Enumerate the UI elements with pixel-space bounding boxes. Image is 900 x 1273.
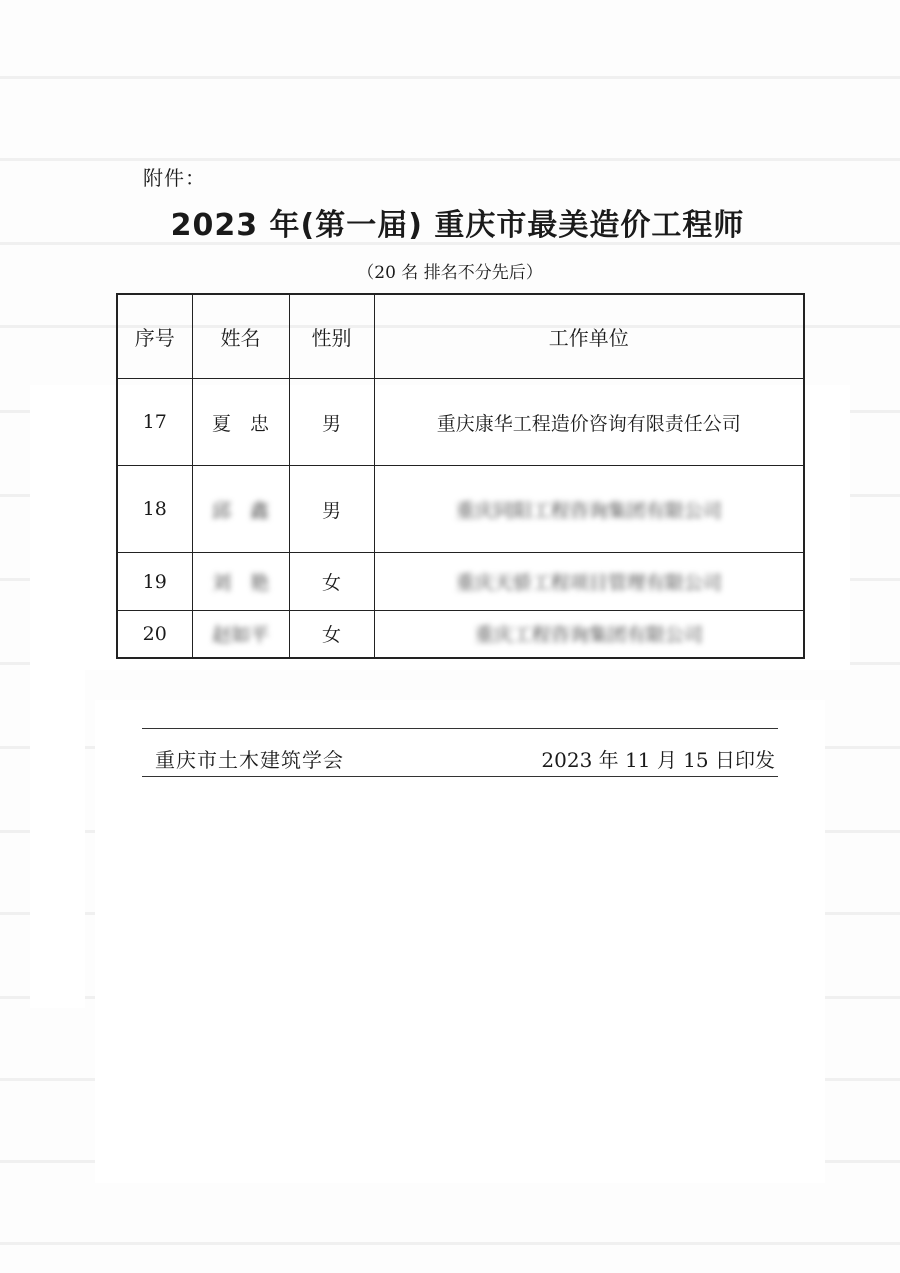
row-name: 夏 忠	[192, 379, 289, 466]
redacted-name: 赵如平	[211, 624, 269, 647]
redacted-name: 刘 艳	[211, 572, 269, 594]
header-name: 姓名	[192, 294, 289, 379]
redacted-work-unit: 重庆工程咨询集团有限公司	[474, 624, 703, 647]
row-work-unit	[374, 553, 804, 611]
row-gender: 女	[289, 553, 374, 611]
row-number: 20	[117, 611, 192, 658]
row-number: 17	[117, 379, 192, 466]
issue-date: 2023 年 11 月 15 日印发	[541, 748, 775, 772]
table-row	[117, 553, 804, 611]
awardee-table	[116, 293, 805, 659]
row-name	[192, 553, 289, 611]
row-work-unit	[374, 611, 804, 658]
table-row	[117, 379, 804, 466]
table-row	[117, 611, 804, 658]
row-number: 18	[117, 466, 192, 553]
redacted-work-unit: 重庆同阳工程咨询集团有限公司	[455, 499, 722, 522]
header-work-unit: 工作单位	[374, 294, 804, 379]
header-gender: 性别	[289, 294, 374, 379]
issuer-name: 重庆市土木建筑学会	[155, 748, 344, 772]
scan-band	[0, 1242, 900, 1245]
row-gender: 男	[289, 466, 374, 553]
attachment-label: 附件：	[143, 166, 206, 190]
table-row	[117, 466, 804, 553]
scan-band	[0, 76, 900, 79]
scan-band	[0, 158, 900, 161]
document-title: 2023 年(第一届) 重庆市最美造价工程师	[170, 208, 745, 243]
redacted-name: 邱 鑫	[211, 499, 269, 522]
header-number: 序号	[117, 294, 192, 379]
row-gender: 男	[289, 379, 374, 466]
row-gender: 女	[289, 611, 374, 658]
document-subtitle: （20 名 排名不分先后）	[357, 263, 543, 283]
scan-patch	[30, 670, 85, 1008]
row-work-unit	[374, 466, 804, 553]
row-name	[192, 611, 289, 658]
table-header-row	[117, 294, 804, 379]
row-number: 19	[117, 553, 192, 611]
redacted-work-unit: 重庆天骄工程项目管理有限公司	[455, 572, 722, 594]
row-name	[192, 466, 289, 553]
footer-top-rule	[142, 728, 778, 729]
row-work-unit: 重庆康华工程造价咨询有限责任公司	[374, 379, 804, 466]
footer-bottom-rule	[142, 776, 778, 777]
